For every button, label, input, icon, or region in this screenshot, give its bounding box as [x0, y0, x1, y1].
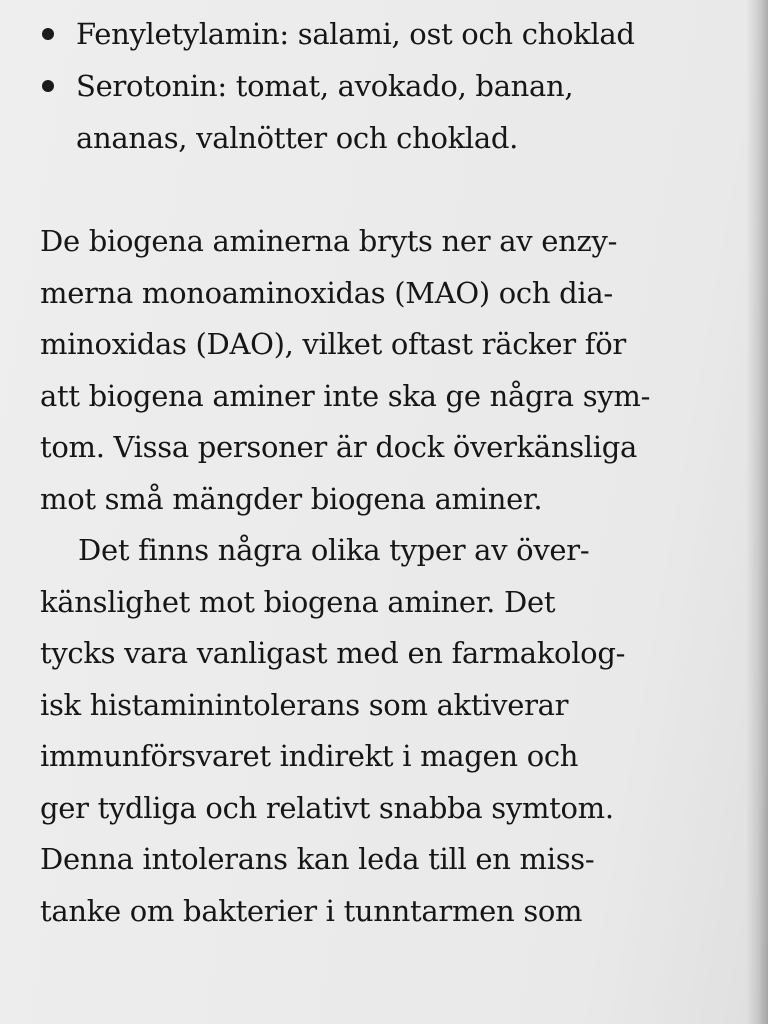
- bullet-list: [40, 0, 740, 164]
- bullet-line: Fenyletylamin: salami, ost och choklad: [76, 17, 635, 51]
- body-text: [40, 216, 740, 937]
- bullet-item-fenyletylamin: [40, 8, 740, 60]
- bullet-dot-icon: [42, 80, 54, 92]
- bullet-line: ananas, valnötter och choklad.: [76, 121, 519, 155]
- text-line: De biogena aminerna bryts ner av enzy-: [40, 224, 618, 258]
- text-line: Denna intolerans kan leda till en miss-: [40, 842, 595, 876]
- paragraph-biogena-aminer: [40, 216, 740, 525]
- bullet-line: Serotonin: tomat, avokado, banan,: [76, 69, 574, 103]
- text-line: Det finns några olika typer av över-: [78, 533, 590, 567]
- text-line: känslighet mot biogena aminer. Det: [40, 584, 556, 619]
- text-line: immunförsvaret indirekt i magen och: [40, 739, 579, 773]
- bullet-dot-icon: [42, 28, 54, 40]
- text-line: att biogena aminer inte ska ge några sym-: [40, 378, 651, 413]
- text-line: isk histaminintolerans som aktiverar: [40, 687, 569, 722]
- bullet-item-serotonin: [40, 60, 740, 164]
- paragraph-overkanslighet: [40, 525, 740, 937]
- text-line: merna monoaminoxidas (MAO) och dia-: [40, 275, 613, 310]
- text-line: minoxidas (DAO), vilket oftast räcker för: [40, 327, 626, 361]
- text-line: tanke om bakterier i tunntarmen som: [40, 893, 583, 928]
- text-line: tom. Vissa personer är dock överkänsliga: [40, 430, 638, 464]
- text-line: tycks vara vanligast med en farmakolog-: [40, 636, 626, 670]
- page-edge-shadow: [746, 0, 768, 1024]
- text-line: ger tydliga och relativt snabba symtom.: [40, 790, 614, 825]
- text-line: mot små mängder biogena aminer.: [40, 481, 543, 516]
